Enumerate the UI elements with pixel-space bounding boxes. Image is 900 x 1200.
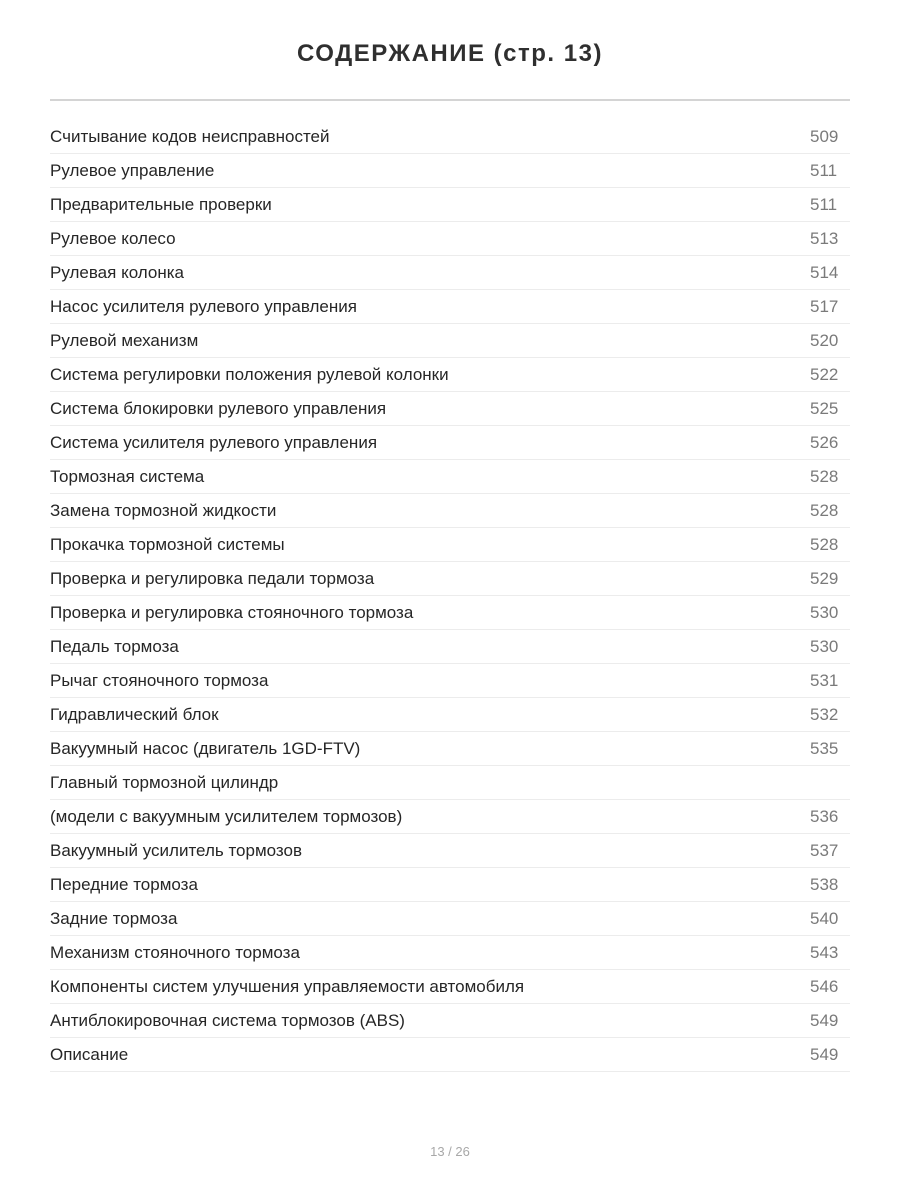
toc-entry[interactable] bbox=[50, 936, 850, 970]
toc-entry[interactable] bbox=[50, 766, 850, 800]
toc-entry-page: 528 bbox=[810, 500, 839, 520]
toc-entry-page: 513 bbox=[810, 228, 839, 248]
toc-entry-page: 549 bbox=[810, 1010, 839, 1030]
page-title: СОДЕРЖАНИЕ (стр. 13) bbox=[297, 40, 603, 67]
toc-entry-title: Задние тормоза bbox=[50, 908, 178, 928]
toc-entry[interactable] bbox=[50, 698, 850, 732]
toc-entry-page: 549 bbox=[810, 1044, 839, 1064]
toc-entry-title: Проверка и регулировка стояночного тормоза bbox=[50, 602, 414, 622]
toc-entry-page: 522 bbox=[810, 364, 839, 384]
title-divider bbox=[50, 99, 850, 101]
toc-entry-title: Прокачка тормозной системы bbox=[50, 534, 285, 554]
toc-entry-page: 525 bbox=[810, 398, 839, 418]
toc-entry-page: 511 bbox=[810, 160, 838, 180]
toc-entry-title: Рулевое управление bbox=[50, 160, 215, 180]
toc-entry-title: Рулевой механизм bbox=[50, 330, 199, 350]
toc-entry[interactable] bbox=[50, 834, 850, 868]
toc-entry-title: Система регулировки положения рулевой колонки bbox=[50, 364, 449, 384]
toc-entry-page: 530 bbox=[810, 602, 839, 622]
toc-entry[interactable] bbox=[50, 256, 850, 290]
toc-entry-page: 537 bbox=[810, 840, 839, 860]
toc-entry-title: Рычаг стояночного тормоза bbox=[50, 670, 269, 690]
toc-entry[interactable] bbox=[50, 596, 850, 630]
toc-entry-page: 526 bbox=[810, 432, 839, 452]
toc-entry[interactable] bbox=[50, 970, 850, 1004]
toc-entry[interactable] bbox=[50, 290, 850, 324]
toc-entry-title: Тормозная система bbox=[50, 466, 205, 486]
toc-entry[interactable] bbox=[50, 188, 850, 222]
toc-entry-title: (модели с вакуумным усилителем тормозов) bbox=[50, 806, 403, 826]
page-indicator: 13 / 26 bbox=[430, 1144, 470, 1159]
toc-entry[interactable] bbox=[50, 358, 850, 392]
toc-entry-page: 531 bbox=[810, 670, 839, 690]
toc-entry-title: Гидравлический блок bbox=[50, 704, 219, 724]
toc-entry-page: 546 bbox=[810, 976, 839, 996]
toc-entry[interactable] bbox=[50, 392, 850, 426]
toc-entry-title: Предварительные проверки bbox=[50, 194, 272, 214]
toc-entry-title: Вакуумный усилитель тормозов bbox=[50, 840, 302, 860]
toc-entry[interactable] bbox=[50, 120, 850, 154]
toc-entry-title: Главный тормозной цилиндр bbox=[50, 772, 279, 792]
toc-list bbox=[50, 120, 850, 1072]
toc-entry[interactable] bbox=[50, 528, 850, 562]
toc-entry[interactable] bbox=[50, 868, 850, 902]
toc-entry-page: 536 bbox=[810, 806, 839, 826]
toc-entry[interactable] bbox=[50, 154, 850, 188]
toc-entry-title: Вакуумный насос (двигатель 1GD-FTV) bbox=[50, 738, 361, 758]
toc-entry-page: 514 bbox=[810, 262, 839, 282]
toc-entry-title: Рулевая колонка bbox=[50, 262, 184, 282]
toc-entry-page: 528 bbox=[810, 466, 839, 486]
toc-entry-page: 529 bbox=[810, 568, 839, 588]
toc-entry-page: 520 bbox=[810, 330, 839, 350]
toc-entry-page: 543 bbox=[810, 942, 839, 962]
toc-entry-page: 509 bbox=[810, 126, 839, 146]
toc-entry-page: 530 bbox=[810, 636, 839, 656]
toc-entry[interactable] bbox=[50, 1004, 850, 1038]
toc-entry-title: Компоненты систем улучшения управляемости автомобиля bbox=[50, 976, 525, 996]
toc-entry-title: Система усилителя рулевого управления bbox=[50, 432, 378, 452]
toc-entry[interactable] bbox=[50, 426, 850, 460]
toc-entry-title: Механизм стояночного тормоза bbox=[50, 942, 300, 962]
toc-entry-page: 517 bbox=[810, 296, 839, 316]
toc-entry-page: 538 bbox=[810, 874, 839, 894]
toc-entry-title: Проверка и регулировка педали тормоза bbox=[50, 568, 375, 588]
toc-entry[interactable] bbox=[50, 562, 850, 596]
toc-entry-page: 540 bbox=[810, 908, 839, 928]
toc-entry-title: Система блокировки рулевого управления bbox=[50, 398, 387, 418]
toc-entry[interactable] bbox=[50, 902, 850, 936]
toc-entry-title: Описание bbox=[50, 1044, 129, 1064]
toc-entry[interactable] bbox=[50, 800, 850, 834]
toc-entry[interactable] bbox=[50, 630, 850, 664]
toc-entry[interactable] bbox=[50, 664, 850, 698]
toc-entry-page: 528 bbox=[810, 534, 839, 554]
toc-entry[interactable] bbox=[50, 460, 850, 494]
toc-entry-page: 532 bbox=[810, 704, 839, 724]
toc-entry[interactable] bbox=[50, 324, 850, 358]
toc-entry-title: Считывание кодов неисправностей bbox=[50, 126, 330, 146]
toc-entry-page: 535 bbox=[810, 738, 839, 758]
toc-entry[interactable] bbox=[50, 222, 850, 256]
toc-entry-title: Рулевое колесо bbox=[50, 228, 176, 248]
toc-entry-title: Насос усилителя рулевого управления bbox=[50, 296, 357, 316]
toc-entry-title: Замена тормозной жидкости bbox=[50, 500, 277, 520]
toc-entry-title: Педаль тормоза bbox=[50, 636, 179, 656]
toc-entry[interactable] bbox=[50, 1038, 850, 1072]
toc-entry-title: Антиблокировочная система тормозов (ABS) bbox=[50, 1010, 405, 1030]
toc-entry[interactable] bbox=[50, 732, 850, 766]
toc-entry[interactable] bbox=[50, 494, 850, 528]
toc-entry-title: Передние тормоза bbox=[50, 874, 198, 894]
toc-entry-page: 511 bbox=[810, 194, 838, 214]
